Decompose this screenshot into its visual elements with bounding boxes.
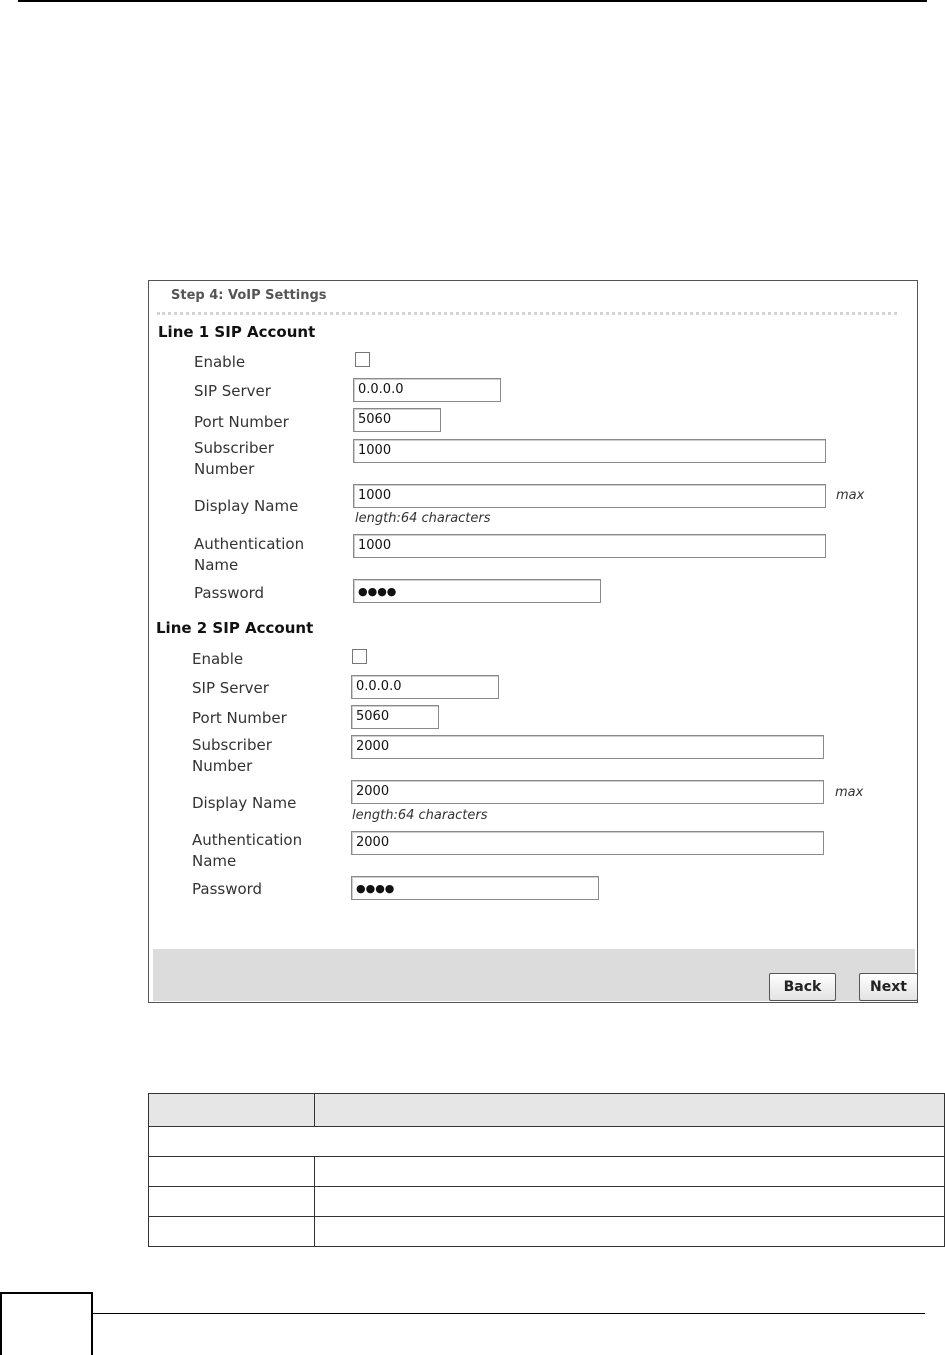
line2-enable-label: Enable: [192, 650, 244, 668]
line2-authentication-name-input[interactable]: 2000: [351, 831, 824, 855]
table-cell: [149, 1217, 315, 1247]
table-row: [149, 1217, 945, 1247]
line2-password-input[interactable]: ●●●●: [351, 876, 599, 900]
line1-display-name-input[interactable]: 1000: [353, 484, 826, 508]
line2-subscriber-number-label: Subscriber Number: [192, 736, 272, 775]
next-button[interactable]: Next: [859, 973, 918, 1001]
line1-password-label: Password: [194, 584, 265, 602]
line1-subscriber-number-input[interactable]: 1000: [353, 439, 826, 463]
line1-display-name-label: Display Name: [194, 497, 299, 515]
table-header-cell: [315, 1094, 945, 1127]
line1-max-text: max: [836, 488, 865, 503]
table-cell: [315, 1187, 945, 1217]
step-title: Step 4: VoIP Settings: [171, 288, 327, 303]
table-row: [149, 1127, 945, 1157]
table-row: [149, 1187, 945, 1217]
line1-port-number-label: Port Number: [194, 413, 289, 431]
line1-sip-server-label: SIP Server: [194, 382, 271, 400]
line2-section-title: Line 2 SIP Account: [156, 619, 314, 637]
dotted-divider: [157, 312, 897, 315]
table-cell: [149, 1157, 315, 1187]
back-button[interactable]: Back: [769, 973, 836, 1001]
table-cell: [149, 1187, 315, 1217]
line2-subscriber-number-input[interactable]: 2000: [351, 735, 824, 759]
line1-sip-server-input[interactable]: 0.0.0.0: [353, 378, 501, 402]
table-cell: [315, 1217, 945, 1247]
line1-password-input[interactable]: ●●●●: [353, 579, 601, 603]
line1-authentication-name-label: Authentication Name: [194, 535, 305, 574]
page-top-rule: [18, 0, 927, 2]
line2-authentication-name-label: Authentication Name: [192, 831, 303, 870]
line1-enable-label: Enable: [194, 353, 246, 371]
line1-length-note: length:64 characters: [355, 511, 491, 526]
line2-sip-server-input[interactable]: 0.0.0.0: [351, 675, 499, 699]
line2-password-label: Password: [192, 880, 263, 898]
voip-settings-panel: [148, 280, 918, 1003]
table-cell: [315, 1157, 945, 1187]
description-table: [148, 1093, 945, 1247]
table-cell: [149, 1127, 945, 1157]
line2-length-note: length:64 characters: [352, 808, 488, 823]
line1-subscriber-number-label: Subscriber Number: [194, 439, 274, 478]
table-header-cell: [149, 1094, 315, 1127]
line1-section-title: Line 1 SIP Account: [158, 323, 316, 341]
line2-port-number-input[interactable]: 5060: [351, 705, 439, 729]
line2-sip-server-label: SIP Server: [192, 679, 269, 697]
line2-display-name-input[interactable]: 2000: [351, 780, 824, 804]
line1-port-number-input[interactable]: 5060: [353, 408, 441, 432]
table-row: [149, 1157, 945, 1187]
line1-authentication-name-input[interactable]: 1000: [353, 534, 826, 558]
page-number-box: [0, 1292, 93, 1355]
line2-max-text: max: [835, 785, 864, 800]
table-header-row: [149, 1094, 945, 1127]
line1-enable-checkbox[interactable]: [355, 352, 370, 367]
line2-enable-checkbox[interactable]: [352, 649, 367, 664]
line2-display-name-label: Display Name: [192, 794, 297, 812]
line2-port-number-label: Port Number: [192, 709, 287, 727]
page-bottom-rule: [93, 1313, 925, 1314]
